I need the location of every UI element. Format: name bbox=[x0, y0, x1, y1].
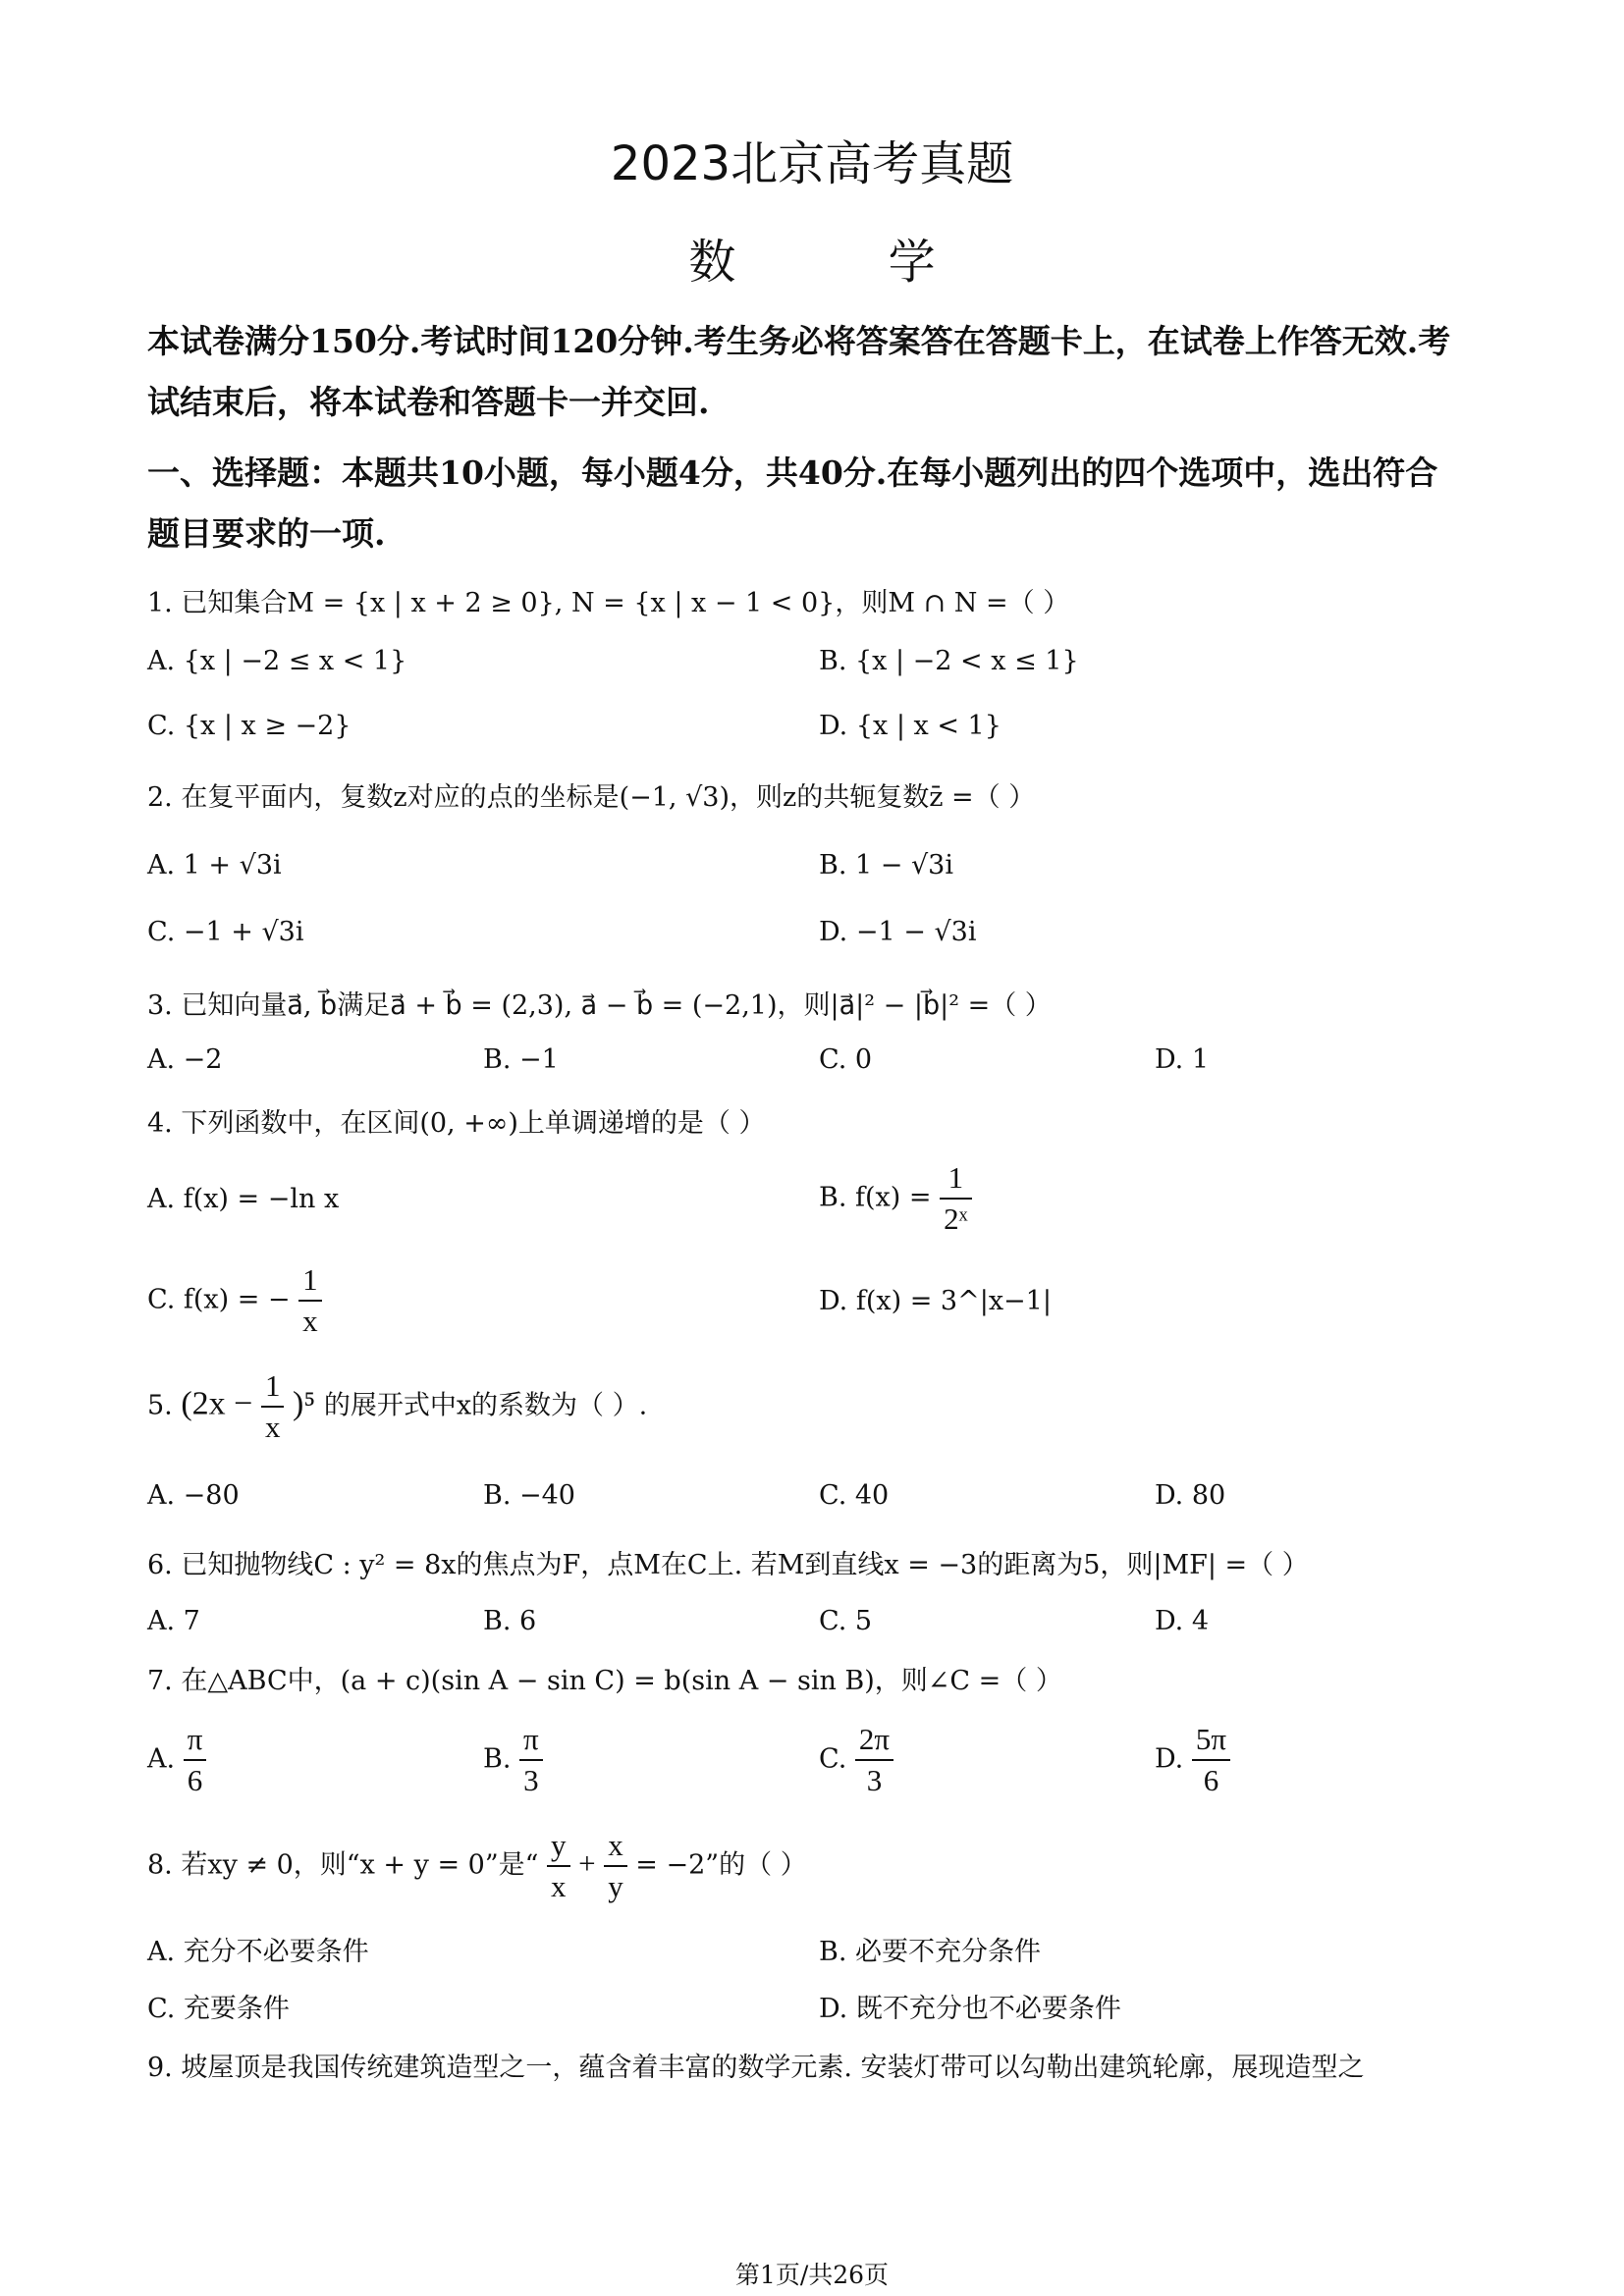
intro-line-2: 试结束后，将本试卷和答题卡一并交回. bbox=[147, 383, 710, 421]
question-3-option-a: A. −2 bbox=[147, 1044, 223, 1075]
question-8-option-b: B. 必要不充分条件 bbox=[819, 1937, 1042, 1967]
section-heading-line-2: 题目要求的一项. bbox=[147, 514, 386, 553]
question-3-stem: 3. 已知向量a⃗, b⃗满足a⃗ + b⃗ = (2,3), a⃗ − b⃗ = (−2,1)，则|a⃗|² − |b⃗|² =（ ） bbox=[147, 990, 1052, 1021]
question-5-suffix: 的展开式中x的系数为（ ）. bbox=[323, 1390, 648, 1421]
question-3-option-c: C. 0 bbox=[819, 1044, 873, 1075]
question-8-stem bbox=[147, 1826, 807, 1906]
question-4-option-c-fraction bbox=[298, 1260, 322, 1341]
fraction-numerator: 1 bbox=[261, 1366, 285, 1408]
intro-line-1: 本试卷满分150分.考试时间120分钟.考生务必将答案答在答题卡上，在试卷上作答无效.考 bbox=[147, 322, 1451, 360]
fraction-numerator: 5π bbox=[1192, 1720, 1230, 1761]
question-7-option-c-fraction bbox=[855, 1720, 893, 1800]
question-5-option-d: D. 80 bbox=[1155, 1480, 1226, 1511]
question-1-stem: 1. 已知集合M = {x | x + 2 ≥ 0}, N = {x | x − 1 < 0}，则M ∩ N =（ ） bbox=[147, 588, 1070, 618]
question-6-option-a: A. 7 bbox=[147, 1606, 200, 1636]
question-4-stem: 4. 下列函数中，在区间(0, +∞)上单调递增的是（ ） bbox=[147, 1108, 766, 1139]
question-2-option-d: D. −1 − √3i bbox=[819, 917, 977, 947]
fraction-numerator: 2π bbox=[855, 1720, 893, 1761]
fraction-numerator: π bbox=[184, 1720, 207, 1761]
question-4-option-b bbox=[819, 1158, 972, 1239]
question-8-option-d: D. 既不充分也不必要条件 bbox=[819, 1994, 1121, 2024]
fraction-denominator: x bbox=[551, 1869, 567, 1903]
question-1-option-a: A. {x | −2 ≤ x < 1} bbox=[147, 646, 407, 676]
question-5-number: 5. bbox=[147, 1390, 173, 1421]
fraction-denominator: 3 bbox=[866, 1763, 883, 1797]
question-4-option-b-prefix: B. f(x) = bbox=[819, 1182, 932, 1213]
question-4-option-c bbox=[147, 1260, 322, 1341]
question-2-stem: 2. 在复平面内，复数z对应的点的坐标是(−1, √3)，则z的共轭复数z̄ =（ ） bbox=[147, 782, 1036, 813]
question-6-stem: 6. 已知抛物线C : y² = 8x的焦点为F，点M在C上. 若M到直线x = −3的距离为5，则|MF| =（ ） bbox=[147, 1550, 1309, 1580]
question-8-fraction-2 bbox=[604, 1826, 627, 1906]
question-1-option-c: C. {x | x ≥ −2} bbox=[147, 711, 352, 741]
page-footer: 第1页/共26页 bbox=[734, 2261, 890, 2289]
question-7-option-d bbox=[1155, 1720, 1230, 1800]
question-8-option-a: A. 充分不必要条件 bbox=[147, 1937, 369, 1967]
question-7-option-d-fraction bbox=[1192, 1720, 1230, 1800]
fraction-denominator: 2ˣ bbox=[944, 1201, 968, 1236]
question-8-fraction-1 bbox=[547, 1826, 570, 1906]
question-8-suffix: = −2”的（ ） bbox=[635, 1849, 807, 1881]
question-8-prefix: 8. 若xy ≠ 0，则“x + y = 0”是“ bbox=[147, 1849, 539, 1881]
question-7-option-b bbox=[483, 1720, 543, 1800]
question-1-option-d: D. {x | x < 1} bbox=[819, 711, 1001, 741]
question-3-option-b: B. −1 bbox=[483, 1044, 559, 1075]
fraction-denominator: x bbox=[302, 1304, 318, 1338]
fraction-numerator: 1 bbox=[940, 1158, 971, 1200]
fraction-numerator: 1 bbox=[298, 1260, 322, 1302]
question-7-option-a bbox=[147, 1720, 206, 1800]
page-title: 2023北京高考真题 bbox=[610, 136, 1014, 191]
section-heading-line-1: 一、选择题：本题共10小题，每小题4分，共40分.在每小题列出的四个选项中，选出符合 bbox=[147, 454, 1438, 492]
question-2-option-a: A. 1 + √3i bbox=[147, 850, 282, 881]
question-4-option-c-prefix: C. f(x) = − bbox=[147, 1284, 291, 1315]
question-2-option-b: B. 1 − √3i bbox=[819, 850, 953, 881]
fraction-denominator: 6 bbox=[1203, 1763, 1219, 1797]
question-7-option-c bbox=[819, 1720, 893, 1800]
question-5-expr-right: )⁵ bbox=[293, 1385, 316, 1422]
fraction-denominator: y bbox=[608, 1869, 623, 1903]
question-5-stem bbox=[147, 1366, 647, 1447]
question-7-option-b-fraction bbox=[519, 1720, 543, 1800]
question-9-stem: 9. 坡屋顶是我国传统建筑造型之一，蕴含着丰富的数学元素. 安装灯带可以勾勒出建筑轮廓，展现造型之 bbox=[147, 2053, 1365, 2083]
question-5-expr-left: (2x − bbox=[181, 1385, 253, 1422]
question-6-option-b: B. 6 bbox=[483, 1606, 537, 1636]
question-4-option-b-fraction bbox=[940, 1158, 971, 1239]
question-4-option-a: A. f(x) = −ln x bbox=[147, 1184, 340, 1214]
question-2-option-c: C. −1 + √3i bbox=[147, 917, 304, 947]
fraction-denominator: 3 bbox=[523, 1763, 539, 1797]
fraction-numerator: x bbox=[604, 1826, 627, 1867]
fraction-denominator: x bbox=[264, 1410, 281, 1444]
question-5-option-c: C. 40 bbox=[819, 1480, 890, 1511]
plus-sign: + bbox=[578, 1845, 596, 1881]
question-8-option-c: C. 充要条件 bbox=[147, 1994, 290, 2024]
question-3-option-d: D. 1 bbox=[1155, 1044, 1210, 1075]
question-1-option-b: B. {x | −2 < x ≤ 1} bbox=[819, 646, 1079, 676]
question-7-option-a-fraction bbox=[184, 1720, 207, 1800]
question-7-stem: 7. 在△ABC中，(a + c)(sin A − sin C) = b(sin A − sin B)，则∠C =（ ） bbox=[147, 1666, 1062, 1696]
option-label: D. bbox=[1155, 1743, 1184, 1775]
question-5-option-a: A. −80 bbox=[147, 1480, 240, 1511]
question-4-option-d: D. f(x) = 3^|x−1| bbox=[819, 1286, 1052, 1316]
fraction-denominator: 6 bbox=[187, 1763, 203, 1797]
option-label: C. bbox=[819, 1743, 847, 1775]
fraction-numerator: π bbox=[519, 1720, 543, 1761]
option-label: A. bbox=[147, 1743, 176, 1775]
question-6-option-d: D. 4 bbox=[1155, 1606, 1210, 1636]
fraction-numerator: y bbox=[547, 1826, 570, 1867]
question-5-fraction bbox=[261, 1366, 285, 1447]
question-5-option-b: B. −40 bbox=[483, 1480, 575, 1511]
subject-title: 数 学 bbox=[688, 235, 1004, 290]
question-6-option-c: C. 5 bbox=[819, 1606, 873, 1636]
option-label: B. bbox=[483, 1743, 512, 1775]
